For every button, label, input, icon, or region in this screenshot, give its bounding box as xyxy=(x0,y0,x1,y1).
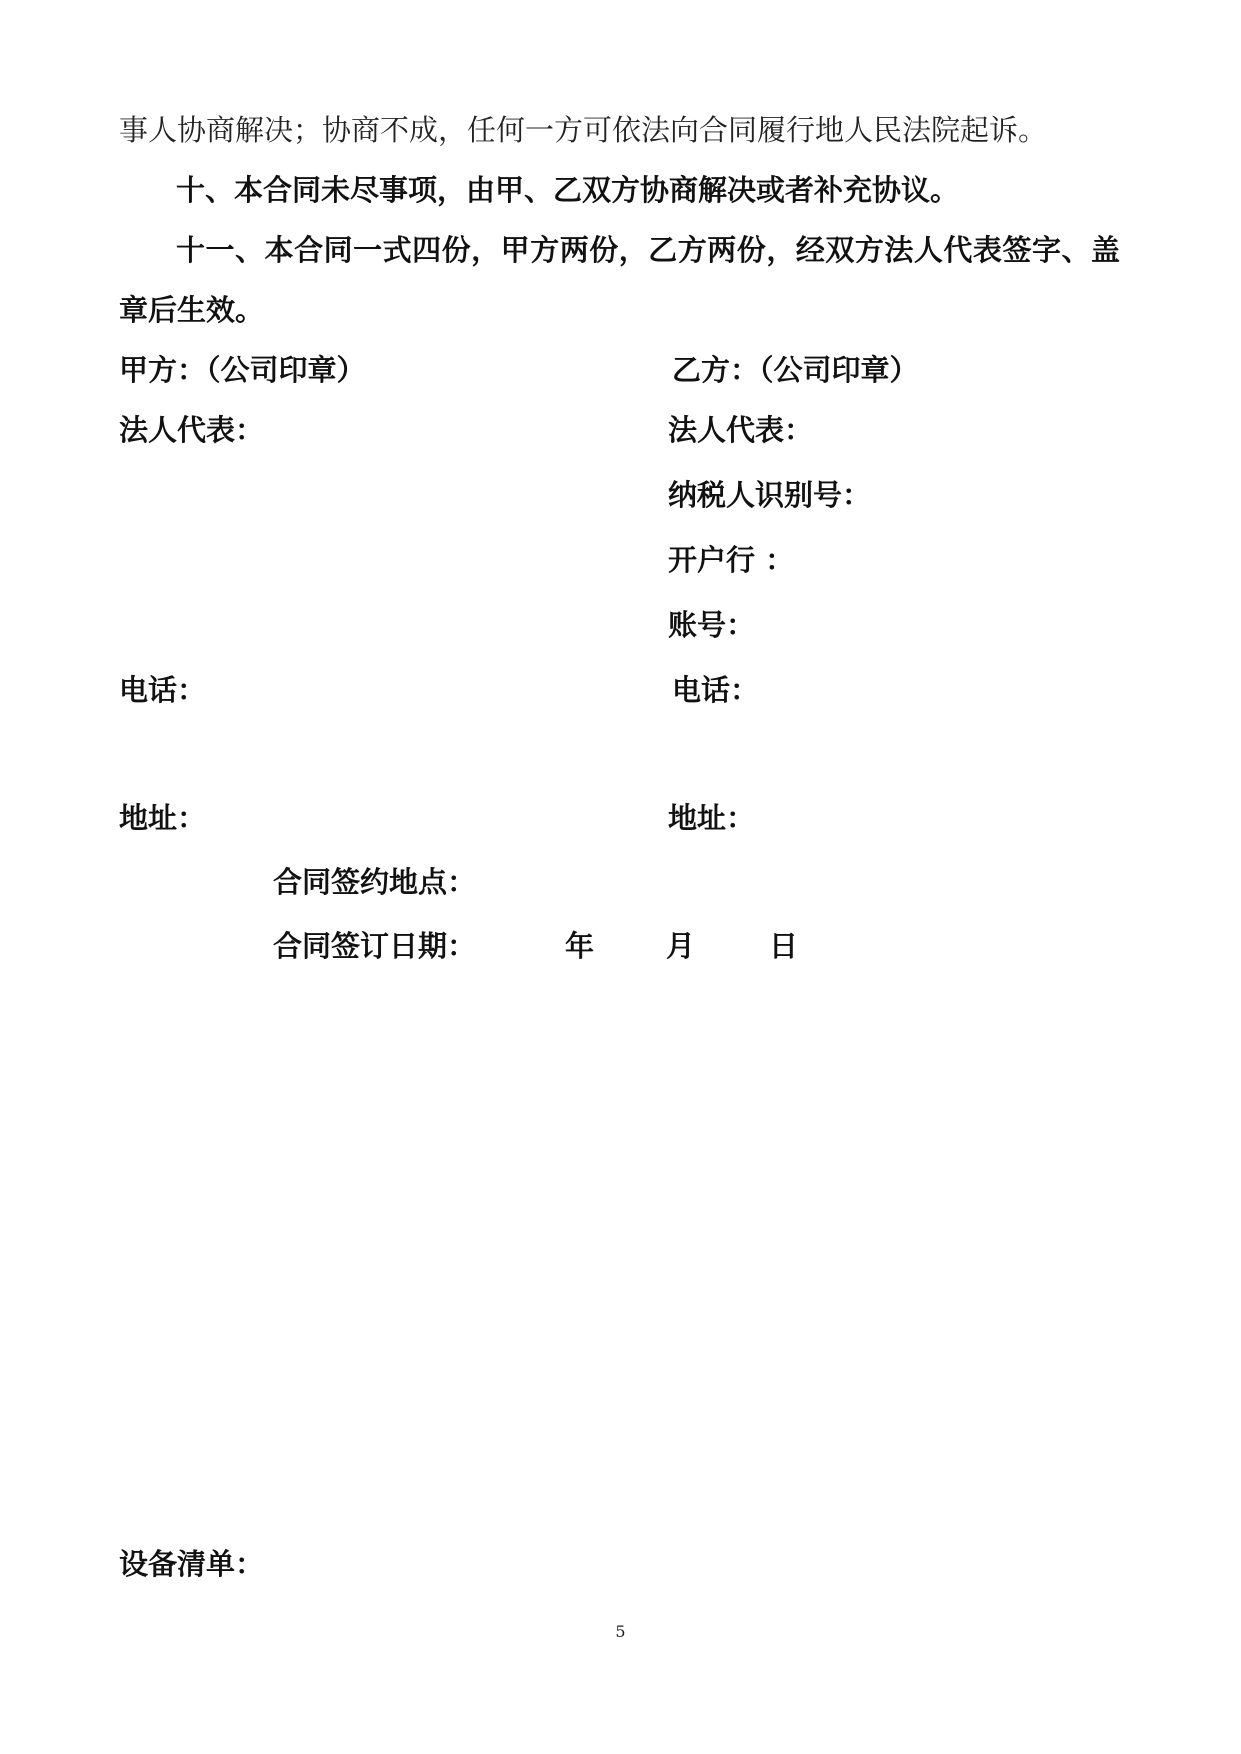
party-b-legal-rep: 法人代表： xyxy=(668,413,814,447)
party-b-address: 地址： xyxy=(668,801,756,835)
party-a-legal-rep: 法人代表： xyxy=(119,413,265,447)
party-b-tax-id: 纳税人识别号： xyxy=(668,478,872,512)
paragraph-tail: 事人协商解决；协商不成，任何一方可依法向合同履行地人民法院起诉。 xyxy=(119,113,1048,147)
party-b-title: 乙方：（公司印章） xyxy=(672,353,919,387)
clause-11-line-1: 十一、本合同一式四份，甲方两份，乙方两份，经双方法人代表签字、盖 xyxy=(176,233,1120,267)
party-a-phone: 电话： xyxy=(119,673,207,707)
signing-date-year: 年 xyxy=(565,929,595,963)
party-b-account: 账号： xyxy=(668,608,756,642)
equipment-list-label: 设备清单： xyxy=(119,1547,265,1581)
signing-date-label: 合同签订日期： xyxy=(273,929,477,963)
party-b-bank: 开户行 ： xyxy=(668,543,795,577)
clause-11-line-2: 章后生效。 xyxy=(119,293,265,327)
party-a-address: 地址： xyxy=(119,801,207,835)
signing-date-month: 月 xyxy=(666,929,696,963)
party-b-phone: 电话： xyxy=(672,673,760,707)
party-a-title: 甲方：（公司印章） xyxy=(119,353,366,387)
signing-place-label: 合同签约地点： xyxy=(273,865,477,899)
page-number: 5 xyxy=(615,1622,626,1641)
signing-date-day: 日 xyxy=(769,929,799,963)
clause-10: 十、本合同未尽事项，由甲、乙双方协商解决或者补充协议。 xyxy=(176,173,960,207)
